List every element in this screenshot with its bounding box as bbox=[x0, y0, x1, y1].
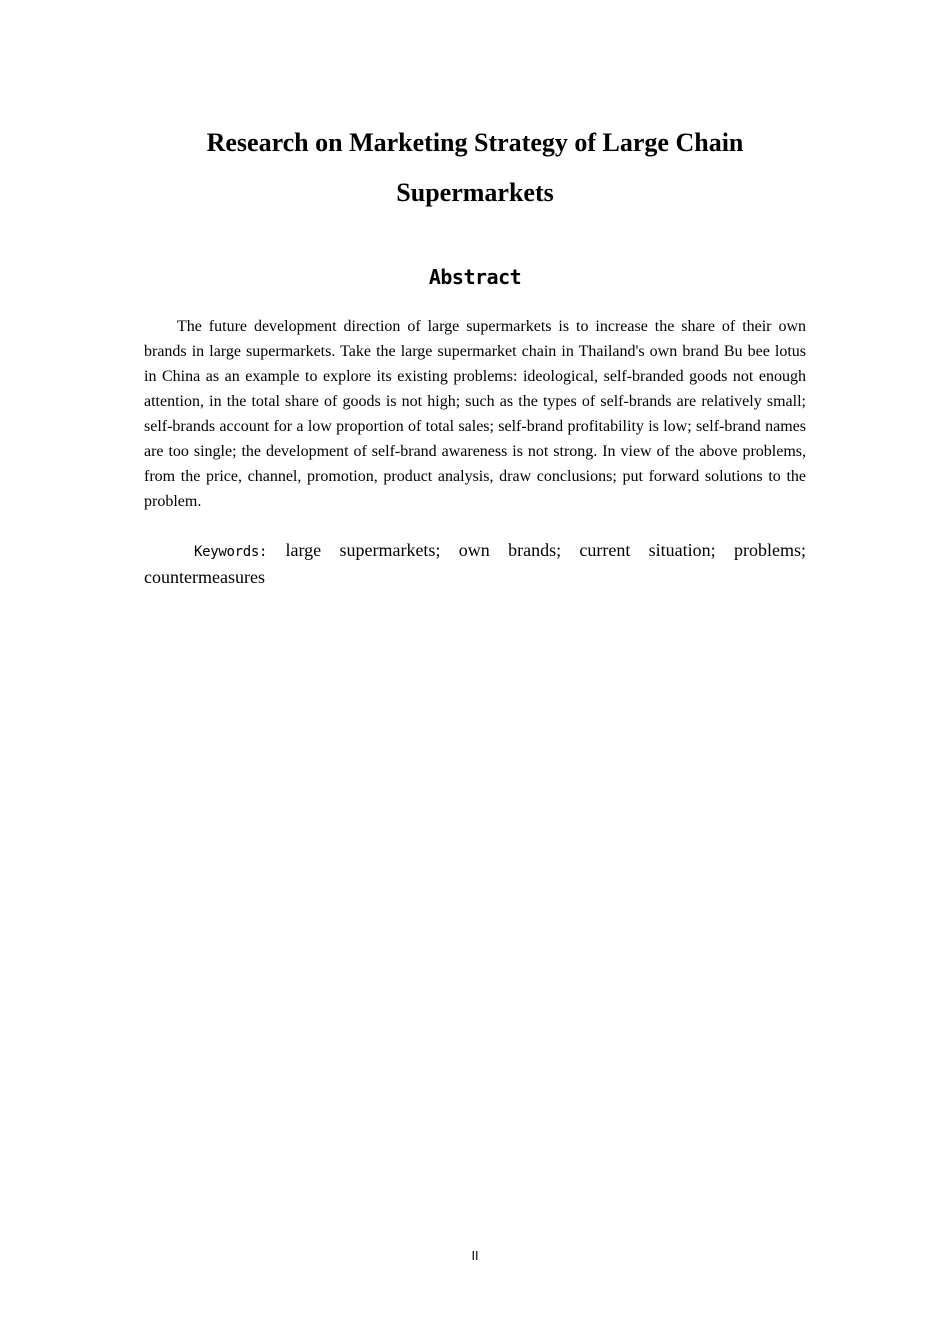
abstract-heading: Abstract bbox=[428, 265, 522, 289]
document-title: Research on Marketing Strategy of Large Chain Supermarkets bbox=[206, 128, 744, 207]
page-number: II bbox=[471, 1249, 479, 1263]
keywords-label: Keywords: bbox=[194, 544, 268, 560]
keywords-text: large supermarkets; own brands; current situation; problems; countermeasures bbox=[144, 540, 806, 587]
abstract-paragraph: The future development direction of large supermarkets is to increase the share of their own brands in large supermarkets. Take the large supermarket chain in Thailand's own brand Bu bee lotus in China as an example to explore its existing problems: ideological, self-branded goods not enough attention, in the total share of goods is not high; such as the types of self-brands are relatively small; self-brands account for a low proportion of total sales; self-brand profitability is low; self-brand names are too single; the development of self-brand awareness is not strong. In view of the above problems, from the price, channel, promotion, product analysis, draw conclusions; put forward solutions to the problem. bbox=[144, 318, 806, 510]
keywords-line bbox=[144, 538, 806, 590]
